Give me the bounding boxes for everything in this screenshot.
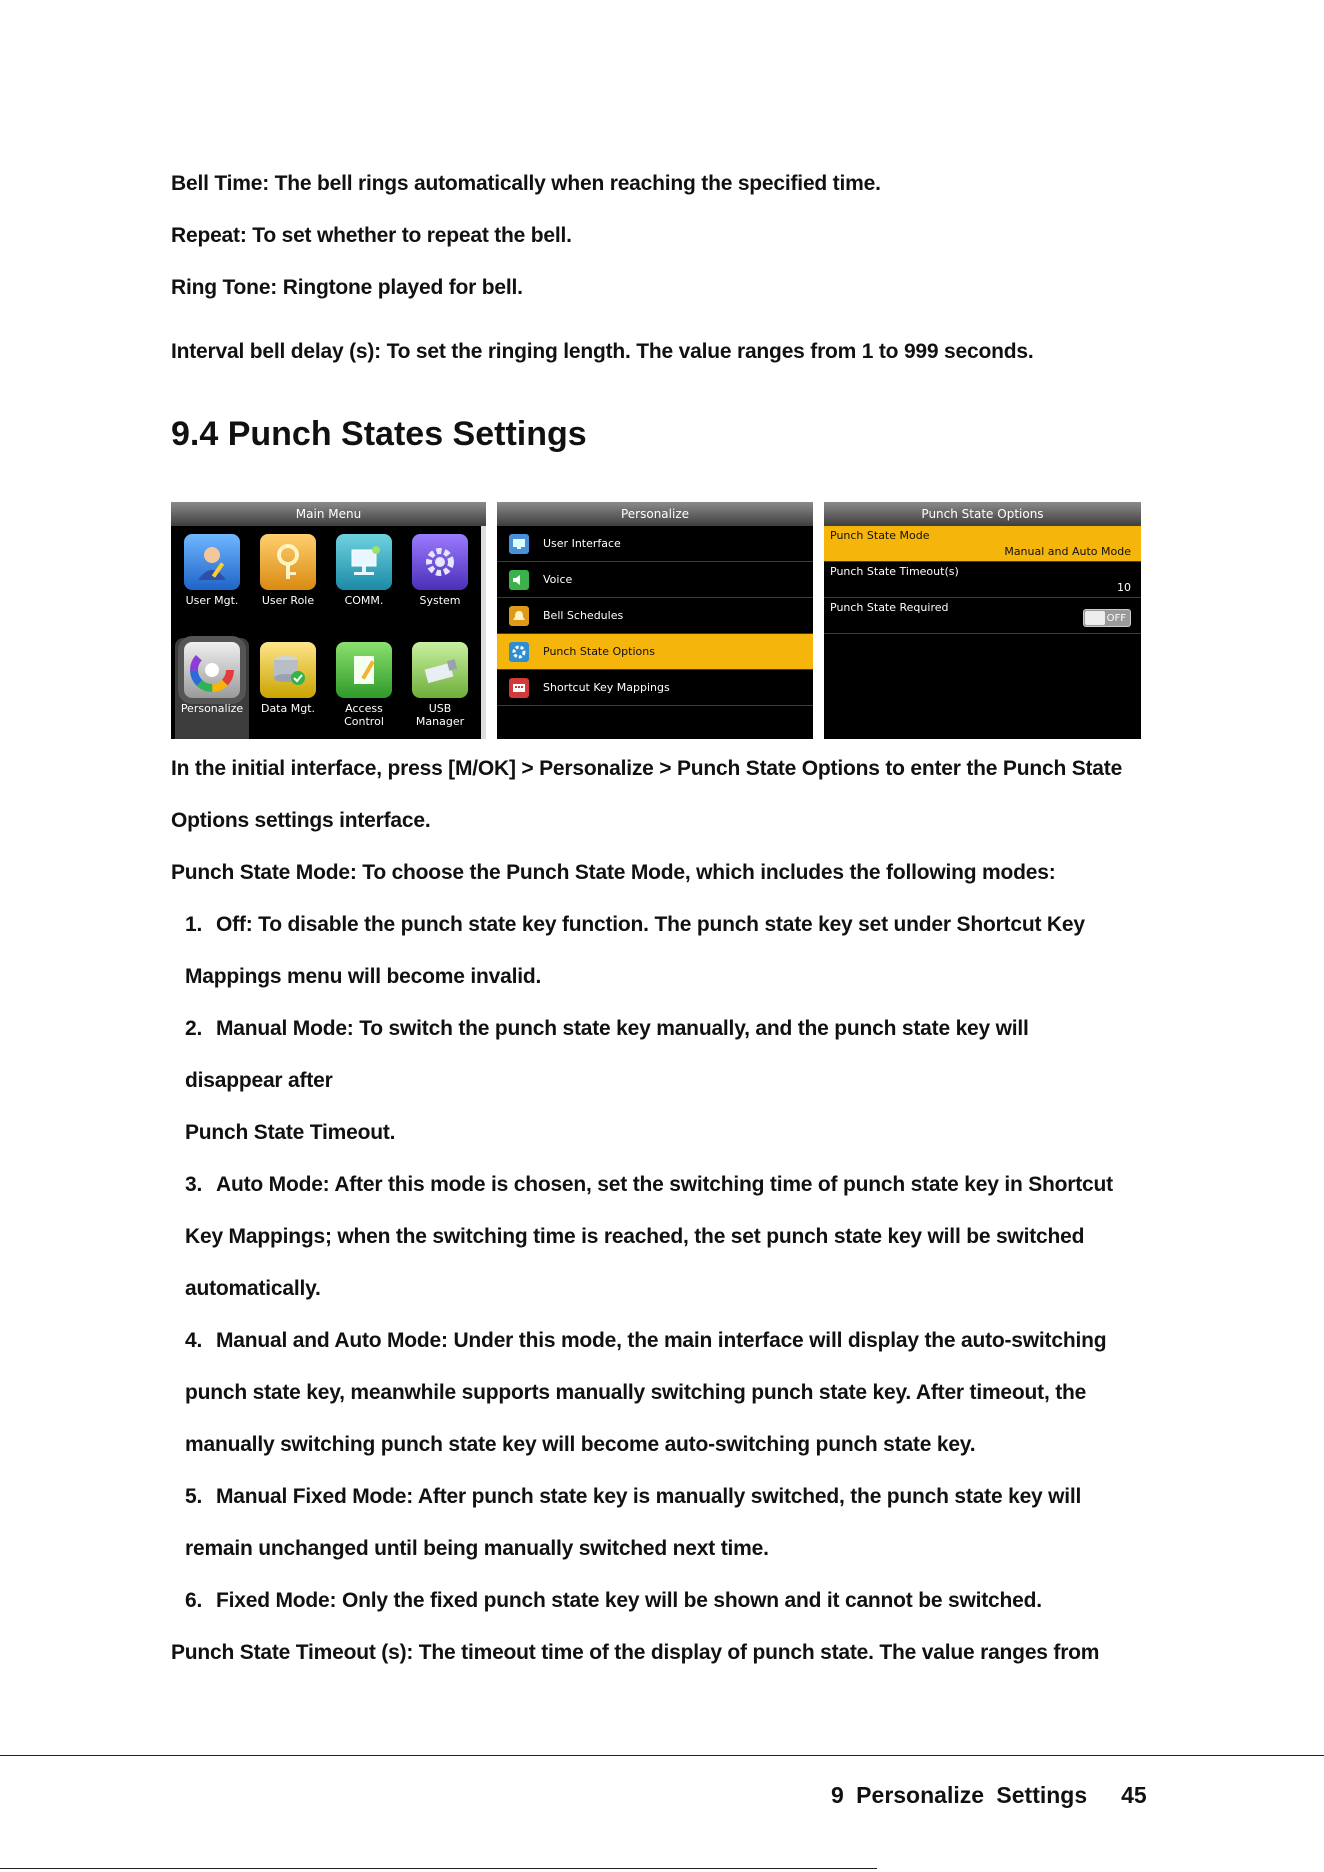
menu-item-punch-state-options[interactable]: Punch State Options — [497, 634, 813, 670]
mode-intro: Punch State Mode: To choose the Punch State Mode, which includes the following modes: — [171, 861, 1056, 884]
color-wheel-icon — [184, 642, 240, 698]
document-edit-icon — [336, 642, 392, 698]
tile-data-mgt[interactable]: Data Mgt. — [251, 642, 325, 715]
tile-system[interactable]: System — [403, 534, 477, 607]
section-title: 9.4 Punch States Settings — [171, 415, 587, 453]
main-menu-scrollbar[interactable] — [481, 526, 486, 739]
usb-icon — [412, 642, 468, 698]
personalize-screenshot — [497, 502, 813, 739]
footer-divider — [0, 1755, 1324, 1756]
intro-line-1: In the initial interface, press [M/OK] > Personalize > Punch State Options to enter the Punch State — [171, 757, 1123, 780]
bell-icon — [509, 606, 529, 626]
monitor-icon — [509, 534, 529, 554]
keyboard-icon — [509, 678, 529, 698]
list-item-2-line-3: Punch State Timeout. — [185, 1121, 396, 1144]
gear-icon — [509, 642, 529, 662]
menu-item-voice[interactable]: Voice — [497, 562, 813, 598]
menu-item-user-interface[interactable]: User Interface — [497, 526, 813, 562]
speaker-icon — [509, 570, 529, 590]
list-item-4-line-2: punch state key, meanwhile supports manually switching punch state key. After timeout, the — [185, 1381, 1087, 1404]
list-item-3-line-1: 3. Auto Mode: After this mode is chosen, set the switching time of punch state key in Shortcut — [185, 1173, 1113, 1196]
menu-item-bell-schedules[interactable]: Bell Schedules — [497, 598, 813, 634]
database-icon — [260, 642, 316, 698]
list-item-3-line-2: Key Mappings; when the switching time is reached, the set punch state key will be switched — [185, 1225, 1085, 1248]
page-footer — [831, 1782, 1147, 1809]
list-item-3-line-3: automatically. — [185, 1277, 321, 1300]
list-item-5-line-2: remain unchanged until being manually switched next time. — [185, 1537, 769, 1560]
punch-state-options-title: Punch State Options — [824, 502, 1141, 526]
user-mgt-icon — [184, 534, 240, 590]
footer-chapter: 9 Personalize Settings — [831, 1782, 1088, 1808]
tile-user-role[interactable]: User Role — [251, 534, 325, 607]
definition-bell-time: Bell Time: The bell rings automatically when reaching the specified time. — [171, 172, 881, 195]
gear-icon — [412, 534, 468, 590]
personalize-title: Personalize — [497, 502, 813, 526]
tile-usb-manager[interactable]: USB Manager — [403, 642, 477, 728]
list-item-6-line-1: 6. Fixed Mode: Only the fixed punch state key will be shown and it cannot be switched. — [185, 1589, 1042, 1612]
option-punch-state-required[interactable]: Punch State Required OFF — [824, 598, 1141, 634]
tile-personalize[interactable]: Personalize — [175, 638, 249, 739]
list-item-4-line-3: manually switching punch state key will become auto-switching punch state key. — [185, 1433, 976, 1456]
menu-item-shortcut-key-mappings[interactable]: Shortcut Key Mappings — [497, 670, 813, 706]
option-punch-state-timeout[interactable]: Punch State Timeout(s) 10 — [824, 562, 1141, 598]
list-item-5-line-1: 5. Manual Fixed Mode: After punch state key is manually switched, the punch state key will — [185, 1485, 1082, 1508]
list-item-4-line-1: 4. Manual and Auto Mode: Under this mode, the main interface will display the auto-switching — [185, 1329, 1107, 1352]
definition-ring-tone: Ring Tone: Ringtone played for bell. — [171, 276, 523, 299]
option-punch-state-mode[interactable]: Punch State Mode Manual and Auto Mode — [824, 526, 1141, 562]
list-item-1-line-1: 1. Off: To disable the punch state key function. The punch state key set under Shortcut Key — [185, 913, 1085, 936]
main-menu-title: Main Menu — [171, 502, 486, 526]
list-item-2-line-2: disappear after — [185, 1069, 333, 1092]
tile-comm[interactable]: COMM. — [327, 534, 401, 607]
network-icon — [336, 534, 392, 590]
bottom-edge-rule — [0, 1868, 877, 1869]
list-item-1-line-2: Mappings menu will become invalid. — [185, 965, 542, 988]
punch-state-options-screenshot — [824, 502, 1141, 739]
key-icon — [260, 534, 316, 590]
timeout-line: Punch State Timeout (s): The timeout time of the display of punch state. The value ranges from — [171, 1641, 1100, 1664]
definition-repeat: Repeat: To set whether to repeat the bell. — [171, 224, 572, 247]
definition-interval-bell-delay: Interval bell delay (s): To set the ringing length. The value ranges from 1 to 999 seconds. — [171, 340, 1034, 363]
intro-line-2: Options settings interface. — [171, 809, 431, 832]
tile-user-mgt[interactable]: User Mgt. — [175, 534, 249, 607]
punch-state-required-toggle[interactable]: OFF — [1083, 609, 1131, 627]
toggle-knob — [1085, 611, 1105, 625]
main-menu-screenshot — [171, 502, 486, 739]
tile-access-control[interactable]: Access Control — [327, 642, 401, 728]
list-item-2-line-1: 2. Manual Mode: To switch the punch state key manually, and the punch state key will — [185, 1017, 1029, 1040]
page-number: 45 — [1121, 1782, 1147, 1808]
